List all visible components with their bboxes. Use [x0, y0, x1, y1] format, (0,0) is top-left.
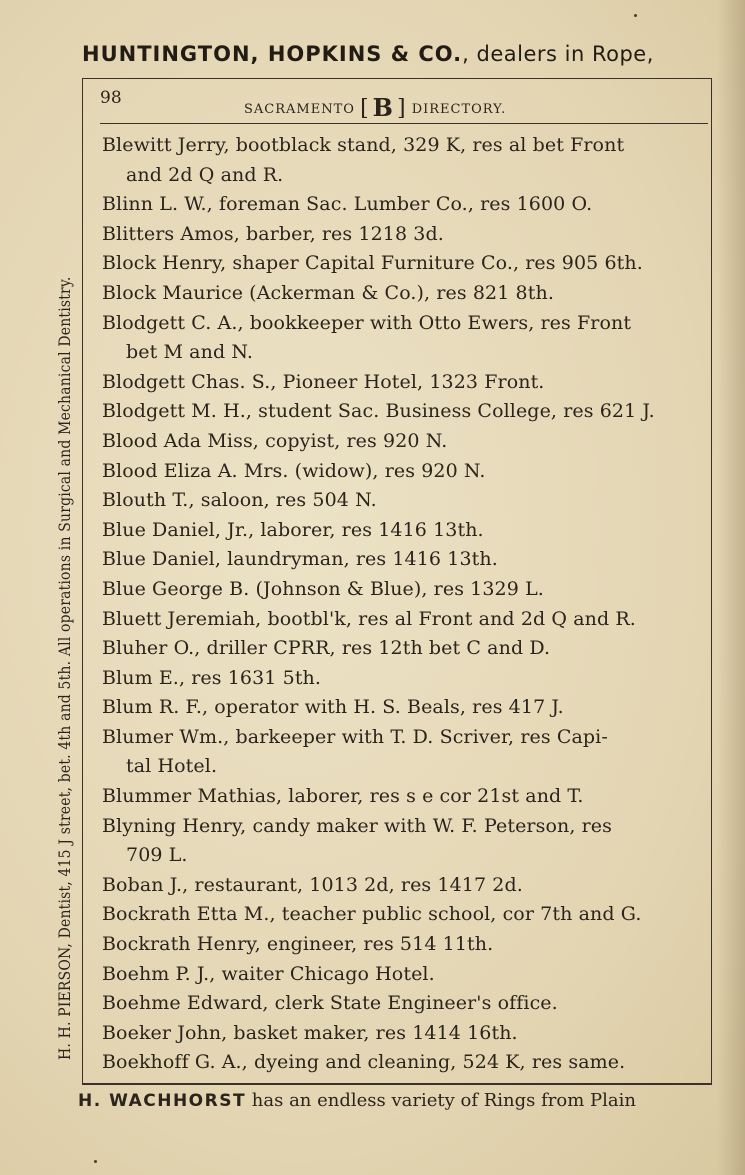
entry-text: Boban J., restaurant, 1013 2d, res 1417 2d. [102, 873, 523, 896]
directory-entries [102, 131, 702, 1078]
entry-text: Blodgett M. H., student Sac. Business College, res 621 J. [102, 400, 655, 423]
footer-advertisement [78, 1090, 728, 1111]
entry-text: Block Henry, shaper Capital Furniture Co., res 905 6th. [102, 252, 643, 275]
entry-text: Boeker John, basket maker, res 1414 16th. [102, 1021, 518, 1044]
directory-entry [102, 989, 702, 1019]
entry-text: Blouth T., saloon, res 504 N. [102, 489, 377, 512]
entry-text: Blinn L. W., foreman Sac. Lumber Co., res 1600 O. [102, 193, 593, 216]
directory-entry [102, 220, 702, 250]
entry-text: Bockrath Henry, engineer, res 514 11th. [102, 933, 494, 956]
directory-entry [102, 900, 702, 930]
paper-speck [634, 14, 637, 17]
directory-entry [102, 634, 702, 664]
directory-entry [102, 693, 702, 723]
directory-entry [102, 368, 702, 398]
entry-text: Blodgett Chas. S., Pioneer Hotel, 1323 Front. [102, 370, 545, 393]
section-letter: B [372, 93, 394, 122]
directory-entry [102, 960, 702, 990]
header-advertisement [82, 42, 722, 66]
footer-ad-brand: H. WACHHORST [78, 1091, 247, 1111]
entry-continuation: tal Hotel. [126, 755, 218, 778]
directory-entry [102, 249, 702, 279]
paper-speck [94, 1160, 97, 1163]
entry-continuation: and 2d Q and R. [126, 163, 284, 186]
page-number: 98 [100, 88, 122, 108]
entry-text: Blodgett C. A., bookkeeper with Otto Ewers, res Front [102, 311, 632, 334]
side-advertisement: H. H. PIERSON, Dentist, 415 J street, bet. 4th and 5th. All operations in Surgical and Mechanical Dentistry. [56, 276, 74, 1060]
directory-entry [102, 397, 702, 427]
directory-entry [102, 190, 702, 220]
entry-text: Blood Eliza A. Mrs. (widow), res 920 N. [102, 459, 486, 482]
directory-entry [102, 871, 702, 901]
entry-text: Blyning Henry, candy maker with W. F. Peterson, res [102, 814, 612, 837]
entry-text: Boekhoff G. A., dyeing and cleaning, 524 K, res same. [102, 1051, 626, 1074]
entry-text: Blum R. F., operator with H. S. Beals, res 417 J. [102, 696, 564, 719]
entry-text: Blumer Wm., barkeeper with T. D. Scriver, res Capi- [102, 725, 608, 748]
directory-title [244, 90, 507, 122]
head-title-left: SACRAMENTO [244, 102, 355, 117]
directory-entry [102, 279, 702, 309]
foot-rule [82, 1084, 712, 1085]
footer-ad-text: has an endless variety of Rings from Plain [246, 1090, 636, 1111]
entry-text: Blummer Mathias, laborer, res s e cor 21st and T. [102, 785, 584, 808]
entry-text: Boehm P. J., waiter Chicago Hotel. [102, 962, 435, 985]
entry-text: Bockrath Etta M., teacher public school, cor 7th and G. [102, 903, 642, 926]
entry-text: Blewitt Jerry, bootblack stand, 329 K, res al bet Front [102, 134, 625, 156]
directory-entry [102, 664, 702, 694]
directory-entry [102, 309, 702, 368]
head-rule [100, 123, 708, 124]
entry-text: Blood Ada Miss, copyist, res 920 N. [102, 429, 448, 452]
entry-text: Bluher O., driller CPRR, res 12th bet C and D. [102, 637, 551, 660]
entry-text: Blitters Amos, barber, res 1218 3d. [102, 222, 444, 245]
page-spine-shadow [717, 0, 745, 1175]
header-ad-brand: HUNTINGTON, HOPKINS & CO. [82, 42, 463, 66]
directory-entry [102, 812, 702, 871]
directory-entry [102, 723, 702, 782]
directory-entry [102, 782, 702, 812]
directory-entry [102, 1048, 702, 1078]
directory-entry [102, 605, 702, 635]
entry-text: Block Maurice (Ackerman & Co.), res 821 8th. [102, 281, 554, 304]
running-head [98, 86, 708, 122]
entry-text: Blue Daniel, Jr., laborer, res 1416 13th. [102, 518, 484, 541]
directory-entry [102, 516, 702, 546]
directory-entry [102, 1019, 702, 1049]
header-ad-text: , dealers in Rope, [462, 42, 654, 66]
entry-text: Boehme Edward, clerk State Engineer's office. [102, 992, 558, 1015]
directory-entry [102, 457, 702, 487]
directory-entry [102, 486, 702, 516]
entry-text: Blue George B. (Johnson & Blue), res 1329 L. [102, 577, 544, 600]
entry-continuation: 709 L. [126, 844, 188, 867]
entry-text: Bluett Jeremiah, bootbl'k, res al Front and 2d Q and R. [102, 607, 636, 630]
directory-entry [102, 131, 702, 190]
directory-entry [102, 427, 702, 457]
bracket-close: ] [396, 96, 407, 121]
directory-entry [102, 545, 702, 575]
entry-continuation: bet M and N. [126, 341, 253, 364]
entry-text: Blue Daniel, laundryman, res 1416 13th. [102, 548, 498, 571]
head-title-right: DIRECTORY. [411, 102, 507, 117]
bracket-open: [ [360, 96, 370, 121]
entry-text: Blum E., res 1631 5th. [102, 666, 322, 689]
directory-entry [102, 930, 702, 960]
directory-entry [102, 575, 702, 605]
